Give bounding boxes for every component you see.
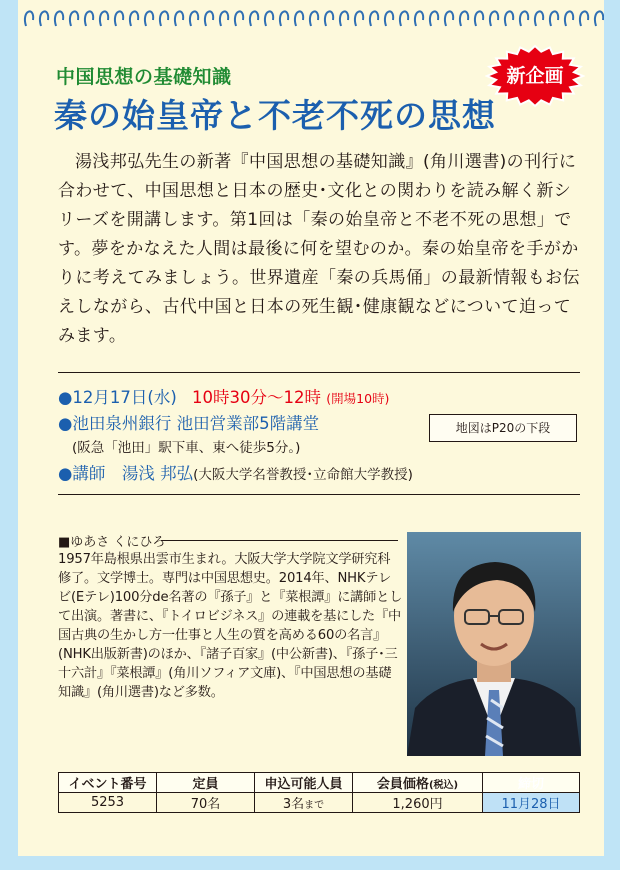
header-price [353,773,483,793]
divider-bottom [58,494,580,495]
spiral-coil [430,11,438,26]
spiral-coil [310,11,318,26]
header-applicants: 申込可能人員 [255,773,353,793]
profile-text: 1957年島根県出雲市生まれ。大阪大学大学院文学研究科修了。文学博士。専門は中国思想史。2014年、NHKテレビ(Eテレ)100分de名著の『孫子』と『菜根譚』に講師として出演。著書に、『トイロビジネス』の連載を基にした『中国古典の生かし方一仕事と人生の質を高める60の名言』(NHK出版新書)のほか、『諸子百家』(中公新書)、『孫子･三十六計』『菜根譚』(角川ソフィア文庫)、『中国思想の基礎知識』(角川選書)など多数。 [58,552,403,700]
header-price-tax: (税込) [428,780,459,791]
spiral-coil [415,11,423,26]
spiral-coil [400,11,408,26]
lecturer-photo [407,532,581,756]
spiral-coil [340,11,348,26]
profile-heading: ■ゆあさ くにひろ [58,535,166,550]
spiral-coil [85,11,93,26]
spiral-coil [370,11,378,26]
spiral-coil [550,11,558,26]
spiral-coil [535,11,543,26]
table-header-row [59,773,580,793]
spiral-coil [490,11,498,26]
spiral-coil [145,11,153,26]
header-capacity: 定員 [157,773,255,793]
table-row [59,793,580,813]
spiral-coil [580,11,588,26]
spiral-coil [70,11,78,26]
spiral-coil [520,11,528,26]
event-date-line [58,384,389,408]
profile-heading-row [58,531,398,550]
spiral-binding [18,0,604,36]
divider-top [58,372,580,373]
map-note: 地図はP20の下段 [429,414,577,442]
spiral-coil [160,11,168,26]
cell-capacity: 70名 [157,793,255,813]
cell-applicants-suffix: まで [304,800,325,811]
spiral-coil [130,11,138,26]
spiral-coil [355,11,363,26]
spiral-coil [235,11,243,26]
spiral-coil [250,11,258,26]
badge-label: 新企画 [506,65,564,87]
page-title: 秦の始皇帝と不老不死の思想 [54,96,496,135]
cell-applicants-value: 3名 [282,797,305,812]
spiral-coil [40,11,48,26]
spiral-coil [595,11,603,26]
description-text: 湯浅邦弘先生の新著『中国思想の基礎知識』(角川選書)の刊行に合わせて、中国思想と日本の歴史･文化との関わりを読み解く新シリーズを開講します。第1回は「秦の始皇帝と不老不死の思想」です。夢をかなえた人間は最後に何を望むのか。秦の始皇帝を手がかりに考えてみましょう。世界遺産「秦の兵馬俑」の最新情報もお伝えしながら、古代中国と日本の死生観･健康観などについて迫ってみます。 [58,152,580,346]
spiral-coil [505,11,513,26]
series-subtitle: 中国思想の基礎知識 [56,66,232,88]
cell-deadline: 11月28日 [483,793,580,813]
cell-applicants [255,793,353,813]
spiral-coil [25,11,33,26]
spiral-coil [280,11,288,26]
spiral-coil [55,11,63,26]
cell-event-number: 5253 [59,793,157,813]
lecturer-line [58,460,413,484]
spiral-coil [325,11,333,26]
spiral-coil [565,11,573,26]
spiral-coil [385,11,393,26]
profile-heading-rule [161,540,398,541]
lecturer-title: (大阪大学名誉教授･立命館大学教授) [193,467,413,483]
spiral-coil [205,11,213,26]
spiral-coil [220,11,228,26]
spiral-coil [460,11,468,26]
lecturer-name: ●講師 湯浅 邦弘 [58,464,194,483]
event-time: 10時30分～12時 [192,388,322,407]
new-plan-badge [485,44,585,108]
spiral-coil [115,11,123,26]
spiral-coil [265,11,273,26]
cell-price: 1,260円 [353,793,483,813]
event-venue: ●池田泉州銀行 池田営業部5階講堂 [58,414,320,433]
spiral-coil [295,11,303,26]
header-price-label: 会員価格 [376,777,429,792]
header-event-number: イベント番号 [59,773,157,793]
spiral-coil [175,11,183,26]
event-date: ●12月17日(水) [58,388,177,407]
spiral-coil [445,11,453,26]
event-open-time: (開場10時) [326,391,390,406]
spiral-coil [100,11,108,26]
spiral-coil [475,11,483,26]
event-access: (阪急「池田」駅下車、東へ徒歩5分。) [72,440,301,456]
event-info-table [58,772,580,813]
header-deadline: 締切 [483,773,580,793]
spiral-coil [190,11,198,26]
